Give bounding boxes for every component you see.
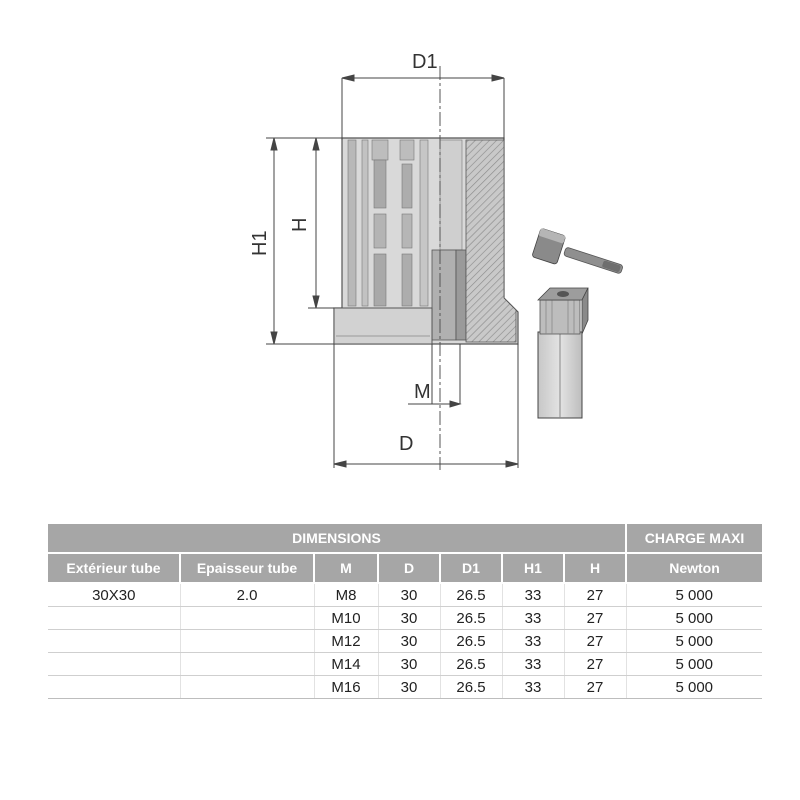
cell-d1: 26.5 bbox=[440, 630, 502, 653]
cell-h1: 33 bbox=[502, 653, 564, 676]
dimension-label-h1: H1 bbox=[249, 230, 271, 256]
dimension-d1 bbox=[342, 75, 504, 140]
dimension-label-m: M bbox=[414, 381, 431, 403]
cell-newton: 5 000 bbox=[626, 676, 762, 699]
dimension-label-d1: D1 bbox=[412, 51, 438, 73]
cell-m: M12 bbox=[314, 630, 378, 653]
header-h: H bbox=[564, 553, 626, 583]
dimension-d bbox=[334, 344, 518, 468]
tube-illustration bbox=[538, 288, 588, 418]
cell-m: M8 bbox=[314, 583, 378, 607]
cell-epaisseur-tube bbox=[180, 607, 314, 630]
cell-newton: 5 000 bbox=[626, 630, 762, 653]
cell-h: 27 bbox=[564, 676, 626, 699]
table-row bbox=[48, 676, 762, 699]
cell-m: M16 bbox=[314, 676, 378, 699]
header-dimensions: DIMENSIONS bbox=[48, 524, 626, 553]
table-row bbox=[48, 607, 762, 630]
header-newton: Newton bbox=[626, 553, 762, 583]
dimension-h1 bbox=[266, 138, 342, 344]
dimension-h bbox=[308, 138, 342, 308]
cell-exterieur-tube bbox=[48, 653, 180, 676]
group-header-row bbox=[48, 524, 762, 553]
table-row bbox=[48, 630, 762, 653]
specification-table bbox=[48, 524, 762, 699]
cell-newton: 5 000 bbox=[626, 583, 762, 607]
cell-h1: 33 bbox=[502, 583, 564, 607]
header-d: D bbox=[378, 553, 440, 583]
cell-d1: 26.5 bbox=[440, 653, 502, 676]
cell-epaisseur-tube bbox=[180, 676, 314, 699]
header-d1: D1 bbox=[440, 553, 502, 583]
cell-exterieur-tube: 30X30 bbox=[48, 583, 180, 607]
column-header-row bbox=[48, 553, 762, 583]
insert-body bbox=[334, 138, 518, 344]
cell-exterieur-tube bbox=[48, 676, 180, 699]
cell-d: 30 bbox=[378, 676, 440, 699]
cell-m: M14 bbox=[314, 653, 378, 676]
header-exterieur-tube: Extérieur tube bbox=[48, 553, 180, 583]
dimension-label-h: H bbox=[289, 217, 311, 232]
cell-h1: 33 bbox=[502, 630, 564, 653]
header-epaisseur-tube: Epaisseur tube bbox=[180, 553, 314, 583]
table-row bbox=[48, 653, 762, 676]
cell-d: 30 bbox=[378, 653, 440, 676]
dimension-label-d: D bbox=[399, 433, 414, 455]
header-m: M bbox=[314, 553, 378, 583]
cell-exterieur-tube bbox=[48, 607, 180, 630]
cell-newton: 5 000 bbox=[626, 607, 762, 630]
cell-d1: 26.5 bbox=[440, 583, 502, 607]
cell-d: 30 bbox=[378, 583, 440, 607]
cell-m: M10 bbox=[314, 607, 378, 630]
cell-h: 27 bbox=[564, 607, 626, 630]
cell-newton: 5 000 bbox=[626, 653, 762, 676]
header-h1: H1 bbox=[502, 553, 564, 583]
cell-epaisseur-tube bbox=[180, 653, 314, 676]
cell-epaisseur-tube: 2.0 bbox=[180, 583, 314, 607]
cell-d: 30 bbox=[378, 607, 440, 630]
mallet-illustration bbox=[532, 228, 624, 274]
cell-epaisseur-tube bbox=[180, 630, 314, 653]
table-row bbox=[48, 583, 762, 607]
cell-exterieur-tube bbox=[48, 630, 180, 653]
cell-h1: 33 bbox=[502, 607, 564, 630]
header-charge-maxi: CHARGE MAXI bbox=[626, 524, 762, 553]
cell-h: 27 bbox=[564, 653, 626, 676]
cell-d: 30 bbox=[378, 630, 440, 653]
cell-h1: 33 bbox=[502, 676, 564, 699]
cell-h: 27 bbox=[564, 630, 626, 653]
cell-d1: 26.5 bbox=[440, 676, 502, 699]
cell-h: 27 bbox=[564, 583, 626, 607]
cell-d1: 26.5 bbox=[440, 607, 502, 630]
